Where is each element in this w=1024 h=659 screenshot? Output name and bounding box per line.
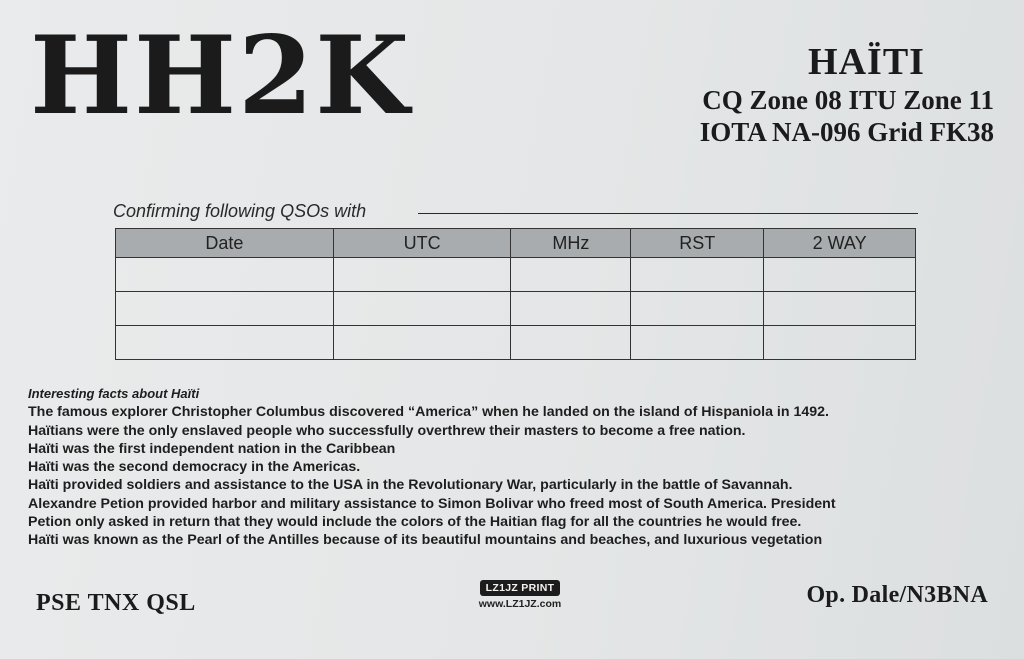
cell-date [116,258,334,292]
qso-table [115,228,916,360]
fact-line: The famous explorer Christopher Columbus discovered “America” when he landed on the island of Hispaniola in 1492. [28,404,829,421]
cell-utc [333,258,511,292]
cell-date [116,326,334,360]
cell-mhz [511,292,631,326]
cell-mhz [511,326,631,360]
table-row [116,292,916,326]
callsign-write-line [418,213,918,214]
facts-section [28,385,1008,550]
fact-line: Haïtians were the only enslaved people who successfully overthrew their masters to become a free nation. [28,422,746,439]
cell-2way [764,326,916,360]
col-header-utc: UTC [333,229,511,258]
cell-utc [333,292,511,326]
confirmation-row [113,199,918,223]
operator-name: Op. Dale/N3BNA [806,582,988,608]
cell-rst [631,292,764,326]
qsl-request: PSE TNX QSL [36,590,196,616]
printer-url: www.LZ1JZ.com [478,598,562,610]
cell-rst [631,326,764,360]
cell-date [116,292,334,326]
fact-line: Haïti was the second democracy in the Americas. [28,459,361,476]
col-header-mhz: MHz [511,229,631,258]
callsign: HH2K [30,13,412,139]
fact-line: Haïti was the first independent nation in the Caribbean [28,440,396,457]
confirmation-label: Confirming following QSOs with [113,201,367,221]
facts-title: Interesting facts about Haïti [28,386,200,401]
cell-utc [333,326,511,360]
fact-line: Haïti was known as the Pearl of the Antilles because of its beautiful mountains and beaches, and luxurious vegetation [28,532,823,549]
cell-2way [764,258,916,292]
cell-rst [631,258,764,292]
fact-line: Petion only asked in return that they would include the colors of the Haitian flag for all the countries he would free. [28,514,802,531]
iota-grid-line: IOTA NA-096 Grid FK38 [699,117,994,147]
table-row [116,258,916,292]
col-header-2way: 2 WAY [764,229,916,258]
col-header-date: Date [116,229,334,258]
cell-mhz [511,258,631,292]
zones-line: CQ Zone 08 ITU Zone 11 [702,85,994,115]
table-row [116,326,916,360]
col-header-rst: RST [631,229,764,258]
country-name: HAÏTI [808,41,925,83]
cell-2way [764,292,916,326]
printer-logo: LZ1JZ PRINT [480,580,561,596]
qso-table-header [116,229,916,258]
fact-line: Alexandre Petion provided harbor and military assistance to Simon Bolivar who freed most of South America. President [28,495,836,512]
fact-line: Haïti provided soldiers and assistance to the USA in the Revolutionary War, particularly in the battle of Savannah. [28,477,793,494]
printer-credit [466,578,574,610]
location-block [594,40,994,148]
